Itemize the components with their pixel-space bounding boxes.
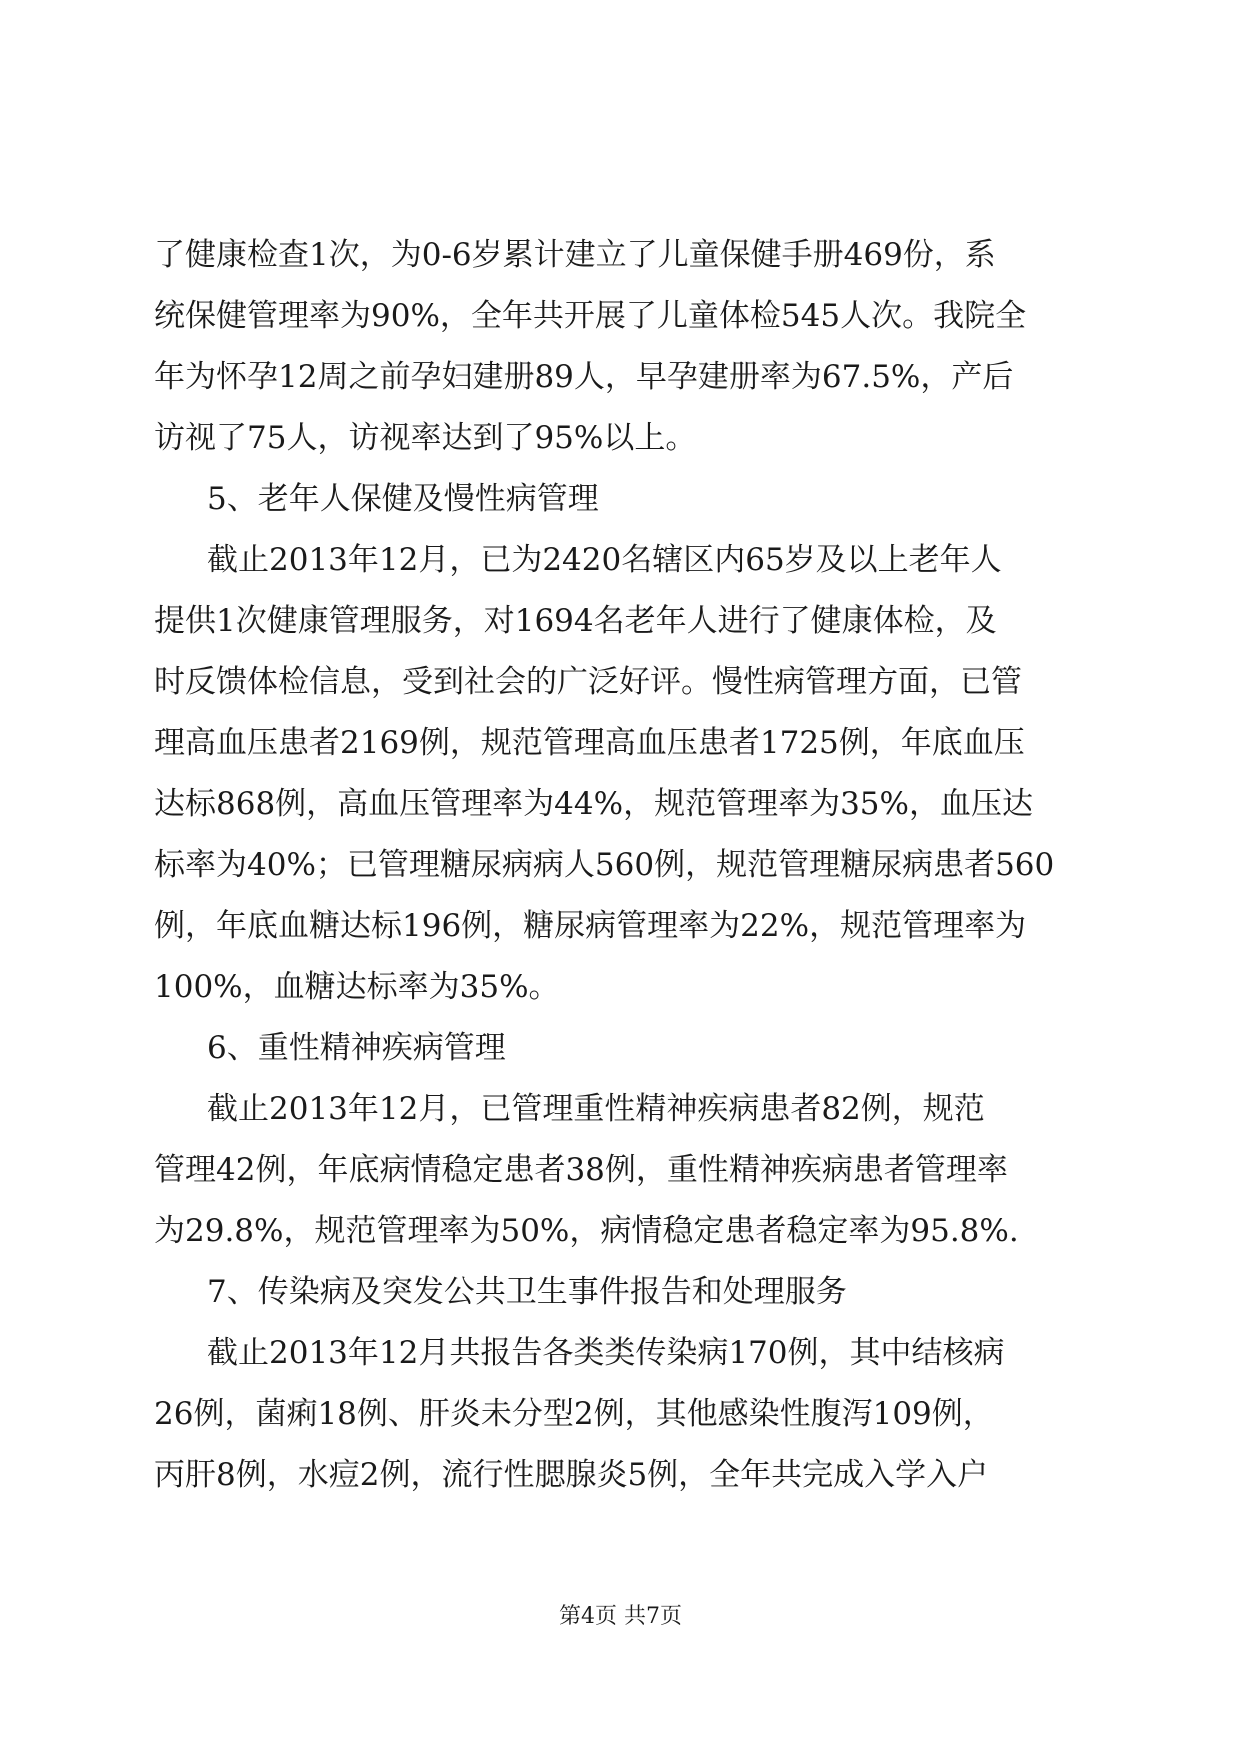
text-line: 年为怀孕12周之前孕妇建册89人，早孕建册率为67.5%，产后 xyxy=(154,359,1014,395)
text-line: 截止2013年12月，已为2420名辖区内65岁及以上老年人 xyxy=(207,542,1002,578)
text-line: 访视了75人，访视率达到了95%以上。 xyxy=(154,420,697,456)
text-line: 标率为40%；已管理糖尿病病人560例，规范管理糖尿病患者560 xyxy=(154,847,1055,883)
section-heading: 5、老年人保健及慢性病管理 xyxy=(207,481,599,517)
text-line: 例，年底血糖达标196例，糖尿病管理率为22%，规范管理率为 xyxy=(154,908,1027,944)
text-line: 截止2013年12月共报告各类类传染病170例，其中结核病 xyxy=(207,1335,1005,1371)
section-heading: 7、传染病及突发公共卫生事件报告和处理服务 xyxy=(207,1274,847,1310)
text-line: 理高血压患者2169例，规范管理高血压患者1725例，年底血压 xyxy=(154,725,1025,761)
text-line: 100%，血糖达标率为35%。 xyxy=(154,969,560,1005)
text-line: 达标868例，高血压管理率为44%，规范管理率为35%，血压达 xyxy=(154,786,1033,822)
section-heading: 6、重性精神疾病管理 xyxy=(207,1030,506,1066)
text-line: 26例，菌痢18例、肝炎未分型2例，其他感染性腹泻109例， xyxy=(154,1396,994,1432)
text-line: 统保健管理率为90%，全年共开展了儿童体检545人次。我院全 xyxy=(154,298,1027,334)
page-footer: 第4页 共7页 xyxy=(559,1604,682,1629)
text-line: 截止2013年12月，已管理重性精神疾病患者82例，规范 xyxy=(207,1091,985,1127)
text-line: 时反馈体检信息，受到社会的广泛好评。慢性病管理方面，已管 xyxy=(154,664,1022,700)
text-line: 管理42例，年底病情稳定患者38例，重性精神疾病患者管理率 xyxy=(154,1152,1008,1188)
document-body xyxy=(154,225,1088,1506)
text-line: 丙肝8例，水痘2例，流行性腮腺炎5例，全年共完成入学入户 xyxy=(154,1457,989,1493)
text-line: 提供1次健康管理服务，对1694名老年人进行了健康体检，及 xyxy=(154,603,997,639)
text-line: 为29.8%，规范管理率为50%，病情稳定患者稳定率为95.8%. xyxy=(154,1213,1019,1249)
text-line: 了健康检查1次，为0-6岁累计建立了儿童保健手册469份，系 xyxy=(154,237,996,273)
